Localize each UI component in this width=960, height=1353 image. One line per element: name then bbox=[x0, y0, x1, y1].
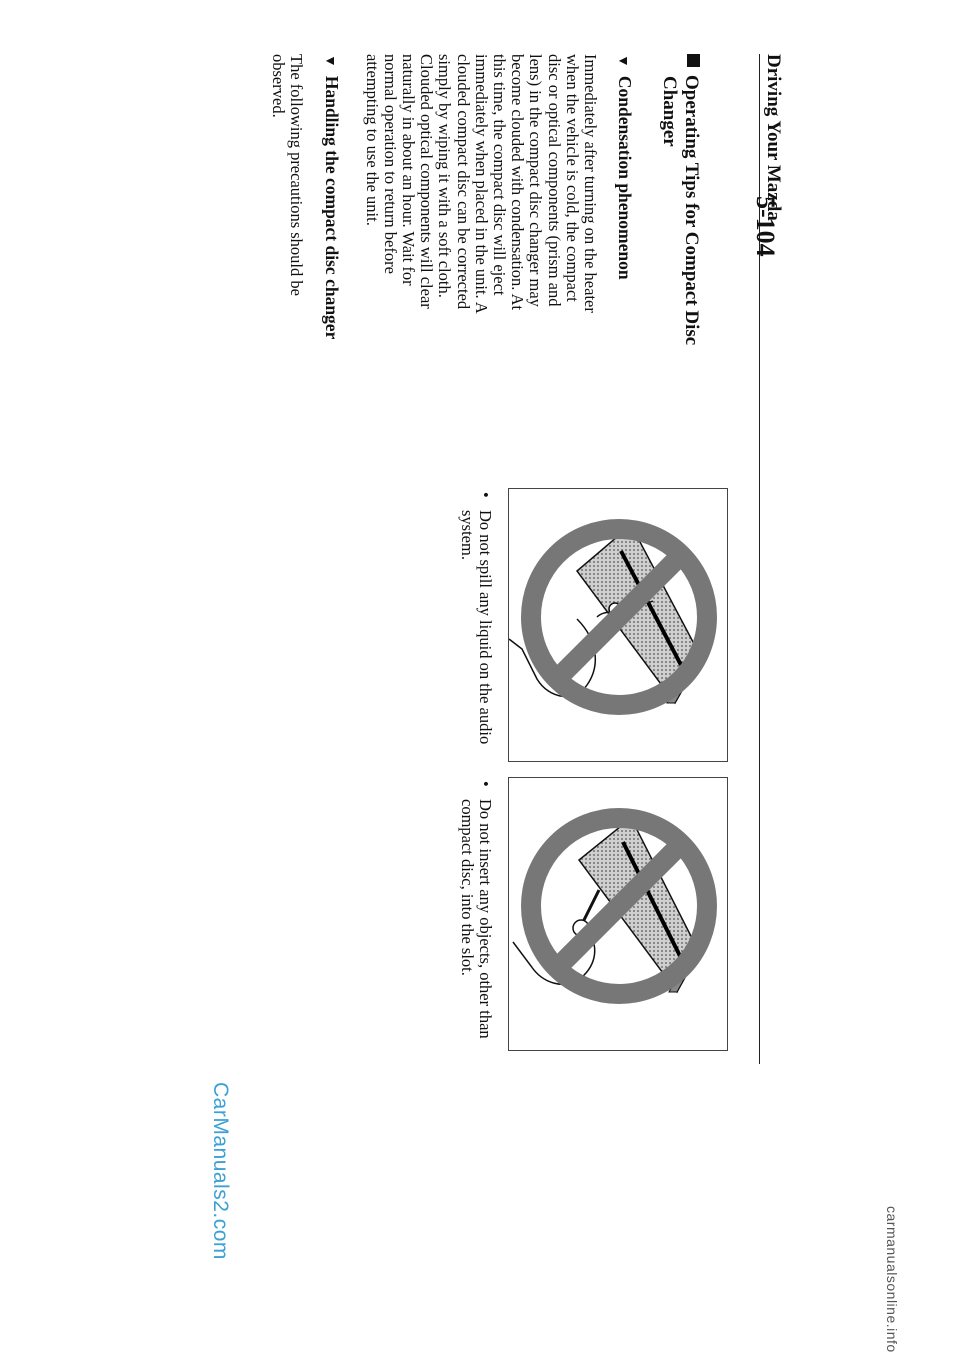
bullet-dot-icon: • bbox=[476, 781, 495, 787]
text-line: when the vehicle is cold, the compact bbox=[562, 54, 582, 302]
triangle-marker-icon: ▼ bbox=[322, 54, 337, 68]
square-bullet-icon bbox=[687, 54, 700, 67]
section-heading bbox=[658, 54, 702, 354]
bullet-no-objects bbox=[458, 777, 494, 1069]
watermark-carmanuals2: CarManuals2.com bbox=[209, 1082, 232, 1260]
condensation-heading-text: Condensation phenomenon bbox=[615, 75, 635, 280]
text-line: system. bbox=[457, 510, 477, 560]
text-line: lens) in the compact disc changer may bbox=[526, 54, 546, 307]
condensation-heading bbox=[614, 54, 635, 280]
running-header: Driving Your Mazda bbox=[763, 54, 784, 221]
section-heading-line2: Changer bbox=[659, 76, 680, 147]
text-line: this time, the compact disc will eject bbox=[489, 54, 509, 296]
no-liquid-icon bbox=[509, 489, 727, 761]
text-line: Immediately after turning on the heater bbox=[581, 54, 600, 313]
no-objects-icon bbox=[509, 778, 727, 1050]
text-line: The following precautions should be bbox=[287, 54, 306, 296]
text-line: disc or optical components (prism and bbox=[544, 54, 564, 307]
no-objects-illustration bbox=[508, 777, 728, 1051]
handling-paragraph bbox=[269, 54, 305, 324]
page-number: 5-104 bbox=[751, 196, 780, 257]
handling-heading-text: Handling the compact disc changer bbox=[322, 75, 342, 340]
text-line: Clouded optical components will clear bbox=[417, 54, 437, 309]
text-line: simply by wiping it with a soft cloth. bbox=[435, 54, 455, 298]
text-line: Do not insert any objects, other than bbox=[476, 799, 495, 1039]
text-line: naturally in about an hour. Wait for bbox=[398, 54, 418, 286]
section-heading-line1: Operating Tips for Compact Disc bbox=[681, 75, 702, 346]
text-line: become clouded with condensation. At bbox=[508, 54, 528, 311]
text-line: attempting to use the unit. bbox=[362, 54, 382, 226]
text-line: immediately when placed in the unit. A bbox=[471, 54, 491, 314]
text-line: observed. bbox=[268, 54, 288, 118]
handling-heading bbox=[321, 54, 342, 339]
watermark-carmanualsonline: carmanualsonline.info bbox=[884, 1206, 900, 1353]
text-line: clouded compact disc can be corrected bbox=[453, 54, 473, 310]
no-liquid-illustration bbox=[508, 488, 728, 762]
triangle-marker-icon: ▼ bbox=[615, 54, 630, 68]
text-line: normal operation to return before bbox=[380, 54, 400, 274]
text-line: compact disc, into the slot. bbox=[457, 799, 477, 976]
condensation-paragraph bbox=[362, 54, 599, 324]
bullet-no-liquid bbox=[458, 488, 494, 780]
text-line: Do not spill any liquid on the audio bbox=[476, 510, 495, 745]
bullet-dot-icon: • bbox=[476, 492, 495, 498]
